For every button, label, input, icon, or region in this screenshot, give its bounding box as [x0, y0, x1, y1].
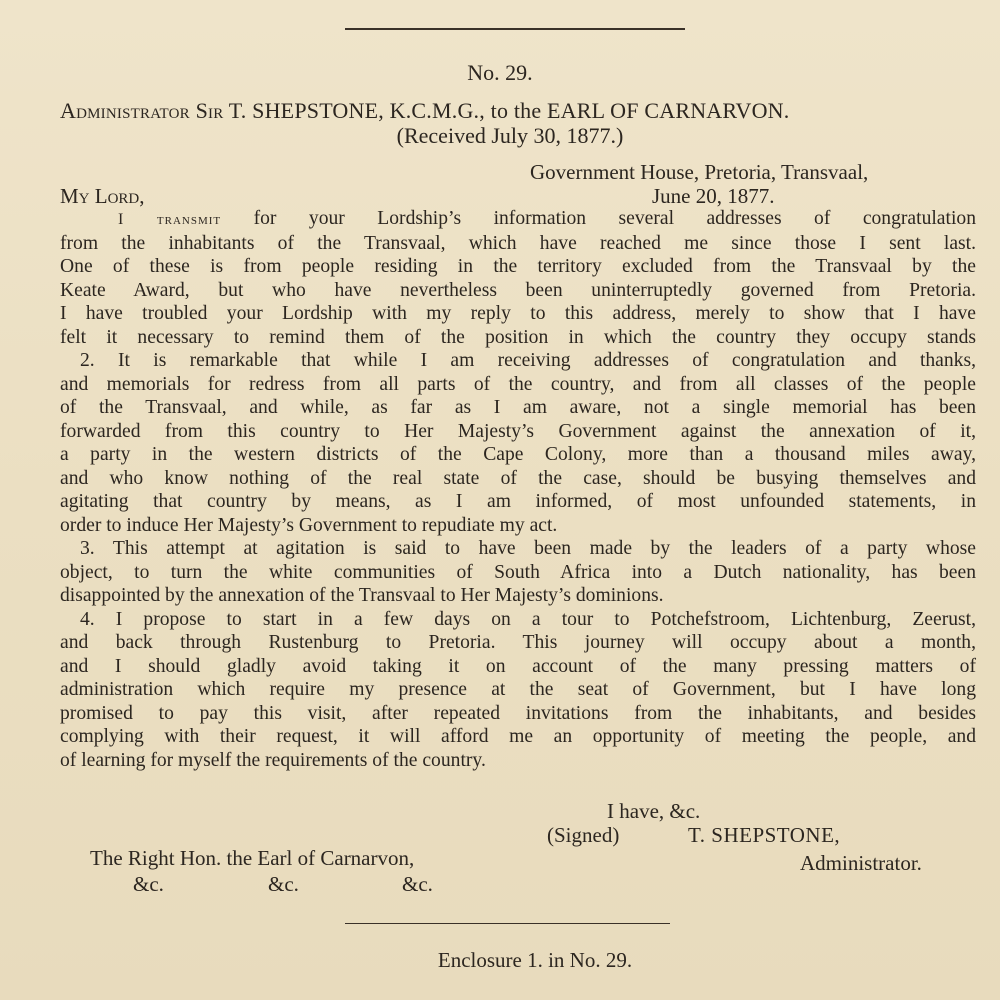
paragraph-2-line: forwarded from this country to Her Majesty’s Government against the annexation of it, — [60, 420, 976, 442]
paragraph-1-line: I have troubled your Lordship with my reply to this address, merely to show that I have — [60, 303, 976, 324]
paragraph-3-line: disappointed by the annexation of the Transvaal to Her Majesty’s dominions. — [60, 585, 664, 606]
etc-mark: &c. — [268, 872, 299, 896]
enclosure-heading: Enclosure 1. in No. 29. — [437, 948, 633, 972]
heading-main: T. SHEPSTONE, K.C.M.G., to the EARL OF CARNARVON. — [228, 98, 790, 123]
paragraph-1-line: from the inhabitants of the Transvaal, which have reached me since those I sent last. — [60, 232, 976, 254]
paragraph-4-line: of learning for myself the requirements of the country. — [60, 749, 486, 771]
paragraph-2-line: agitating that country by means, as I am informed, of most unfounded statements, in — [60, 491, 976, 512]
paragraph-4-line: promised to pay this visit, after repeated invitations from the inhabitants, and besides — [60, 702, 976, 724]
paragraph-1-line: felt it necessary to remind them of the position in which the country they occupy stands — [60, 326, 976, 348]
paragraph-4-line: and back through Rustenburg to Pretoria. This journey will occupy about a month, — [60, 632, 976, 653]
addressee: The Right Hon. the Earl of Carnarvon, — [90, 846, 415, 870]
paragraph-2-line: and who know nothing of the real state of the case, should be busying themselves and — [60, 467, 976, 489]
letter-body — [60, 207, 976, 772]
signer-name: T. SHEPSTONE, — [688, 823, 841, 847]
paragraph-2-line: 2. It is remarkable that while I am receiving addresses of congratulation and thanks, — [80, 350, 976, 371]
paragraph-3-line: object, to turn the white communities of South Africa into a Dutch nationality, has been — [60, 561, 976, 583]
paragraph-4-line: complying with their request, it will afford me an opportunity of meeting the people, and — [60, 726, 976, 747]
top-divider — [345, 28, 685, 30]
signed-label: (Signed) — [547, 823, 620, 847]
bottom-divider — [345, 923, 670, 924]
paragraph-2-line: of the Transvaal, and while, as far as I am aware, not a single memorial has been — [60, 397, 976, 418]
paragraph-4-line: and I should gladly avoid taking it on account of the many pressing matters of — [60, 655, 976, 677]
heading-prefix: Administrator Sir — [60, 98, 224, 123]
closing: I have, &c. — [607, 799, 701, 823]
paragraph-3-line: 3. This attempt at agitation is said to have been made by the leaders of a party whose — [80, 538, 976, 559]
paragraph-1-lead: I transmit — [118, 211, 222, 228]
paragraph-1-line: I transmit for your Lordship’s information several addresses of congratulation — [118, 208, 976, 229]
paragraph-1-line: Keate Award, but who have nevertheless been uninterruptedly governed from Pretoria. — [60, 279, 976, 301]
document-number: No. 29. — [467, 60, 533, 85]
received-date: (Received July 30, 1877.) — [396, 123, 624, 148]
salutation: My Lord, — [60, 184, 145, 208]
paragraph-4-line: administration which require my presence at the seat of Government, but I have long — [60, 679, 976, 700]
paragraph-1-line: One of these is from people residing in the territory excluded from the Transvaal by the — [60, 256, 976, 277]
paragraph-2-line: and memorials for redress from all parts of the country, and from all classes of the people — [60, 373, 976, 395]
letter-heading — [60, 98, 789, 124]
paragraph-4-line: 4. I propose to start in a few days on a tour to Potchefstroom, Lichtenburg, Zeerust, — [80, 608, 976, 630]
sender-location: Government House, Pretoria, Transvaal, — [530, 160, 869, 184]
etc-mark: &c. — [133, 872, 164, 896]
letter-date: June 20, 1877. — [652, 184, 775, 208]
paragraph-2-line: a party in the western districts of the Cape Colony, more than a thousand miles away, — [60, 444, 976, 465]
etc-mark: &c. — [402, 872, 433, 896]
signer-title: Administrator. — [800, 851, 922, 875]
paragraph-2-line: order to induce Her Majesty’s Government to repudiate my act. — [60, 514, 558, 536]
